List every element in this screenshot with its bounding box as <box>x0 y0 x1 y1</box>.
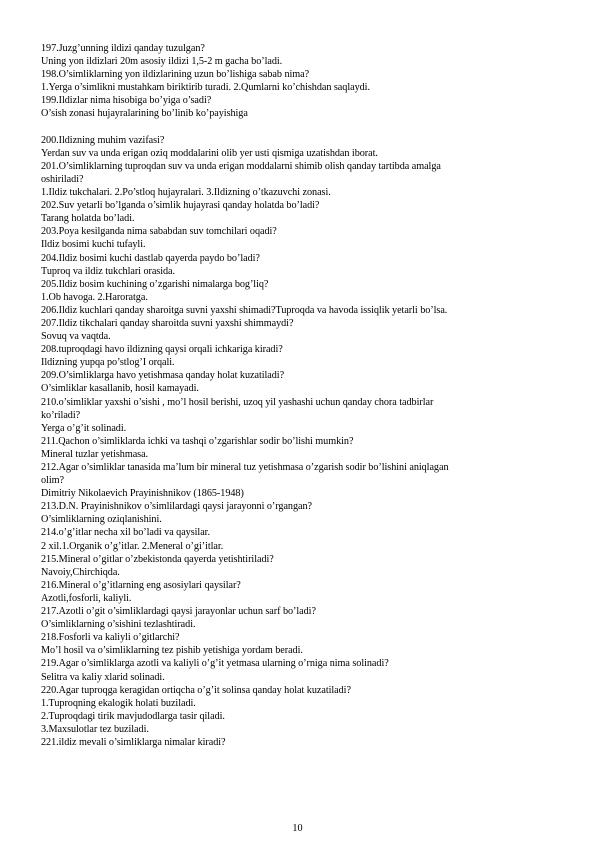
text-line: 212.Agar o’simliklar tanasida ma’lum bir mineral tuz yetishmasa o’zgarish sodir bo’lishini aniqlagan <box>41 462 449 473</box>
text-line: 2.Tuproqdagi tirik mavjudodlarga tasir qiladi. <box>41 710 225 722</box>
text-line: 1.Yerga o’simlikni mustahkam biriktirib turadi. 2.Qumlarni ko’chishdan saqlaydi. <box>41 82 370 94</box>
text-line: 210.o’simliklar yaxshi o’sishi , mo’l hosil berishi, uzoq yil yashashi uchun qanday chora tadbirlar <box>41 396 434 408</box>
text-line: 207.Ildiz tikchalari qanday sharoitda suvni yaxshi shimmaydi? <box>41 317 294 329</box>
text-line: O’simliklarning oziqlanishini. <box>41 514 162 526</box>
document-text <box>41 42 556 749</box>
text-line: 1.Tuproqning ekalogik holati buziladi. <box>41 697 196 709</box>
text-line: 208.tuproqdagi havo ildizning qaysi orqali ichkariga kiradi? <box>41 344 283 356</box>
text-line: 214.o’g’itlar necha xil bo’ladi va qaysilar. <box>41 527 210 539</box>
text-line: Selitra va kaliy xlarid solinadi. <box>41 671 165 683</box>
text-line: 221.ildiz mevali o’simliklarga nimalar kiradi? <box>41 736 226 748</box>
text-line: Tuproq va ildiz tukchlari orasida. <box>41 265 176 277</box>
text-line: Yerdan suv va unda erigan oziq moddalarini olib yer usti qismiga uzatishdan iborat. <box>41 147 378 159</box>
text-line: 218.Fosforli va kaliyli o’gitlarchi? <box>41 632 180 644</box>
text-line: 215.Mineral o’gitlar o’zbekistonda qayerda yetishtiriladi? <box>41 553 274 565</box>
text-line: 209.O’simliklarga havo yetishmasa qanday holat kuzatiladi? <box>41 370 285 382</box>
text-line: 198.O’simliklarning yon ildizlarining uzun bo’lishiga sabab nima? <box>41 69 310 81</box>
text-line: 216.Mineral o’g’itlarning eng asosiylari qaysilar? <box>41 579 241 591</box>
text-line: 200.Ildizning muhim vazifasi? <box>41 134 165 146</box>
text-line: 219.Agar o’simliklarga azotli va kaliyli o’g’it yetmasa ularning o’rniga nima solinadi? <box>41 658 389 670</box>
text-line: 197.Juzg’unning ildizi qanday tuzulgan? <box>41 43 205 54</box>
text-line: 1.Ildiz tukchalari. 2.Po’stloq hujayralari. 3.Ildizning o’tkazuvchi zonasi. <box>41 187 331 199</box>
text-line: ko’riladi? <box>41 409 81 421</box>
text-line: Sovuq va vaqtda. <box>41 331 111 343</box>
text-line: 205.Ildiz bosim kuchining o’zgarishi nimalarga bog’liq? <box>41 278 269 290</box>
text-line: 204.Ildiz bosimi kuchi dastlab qayerda paydo bo’ladi? <box>41 252 260 264</box>
text-line: 199.Ildizlar nima hisobiga bo’yiga o’sadi? <box>41 95 212 107</box>
text-line: O’sish zonasi hujayralarining bo’linib ko’payishiga <box>41 108 248 120</box>
text-line: Mineral tuzlar yetishmasa. <box>41 448 149 460</box>
text-line: Yerga o’g’it solinadi. <box>41 422 127 434</box>
text-line: olim? <box>41 475 64 487</box>
text-line: 2 xil.1.Organik o’g’itlar. 2.Meneral o’gi’itlar. <box>41 540 224 552</box>
text-line: Tarang holatda bo’ladi. <box>41 213 135 225</box>
text-line: 201.O’simliklarning tuproqdan suv va unda erigan moddalarni shimib olish qanday tartibda amalga <box>41 160 441 172</box>
text-line: 1.Ob havoga. 2.Haroratga. <box>41 291 148 303</box>
text-line: 3.Maxsulotlar tez buziladi. <box>41 723 149 735</box>
text-line: Mo’l hosil va o’simliklarning tez pishib yetishiga yordam beradi. <box>41 645 303 657</box>
text-line: 220.Agar tuproqga keragidan ortiqcha o’g’it solinsa qanday holat kuzatiladi? <box>41 684 351 696</box>
text-line: Dimitriy Nikolaevich Prayinishnikov (1865-1948) <box>41 488 244 500</box>
text-line: 213.D.N. Prayinishnikov o’simlilardagi qaysi jarayonni o’rgangan? <box>41 501 313 513</box>
blank-line <box>41 121 556 134</box>
text-line: O’simliklar kasallanib, hosil kamayadi. <box>41 383 199 395</box>
text-line: O’simliklarning o’sishini tezlashtiradi. <box>41 619 196 631</box>
text-line: Azotli,fosforli, kaliyli. <box>41 592 132 604</box>
text-line: 206.Ildiz kuchlari qanday sharoitga suvni yaxshi shimadi?Tuproqda va havoda issiqlik yetarli bo’lsa. <box>41 304 448 316</box>
text-line: Navoiy,Chirchiqda. <box>41 566 120 578</box>
text-line: 202.Suv yetarli bo’lganda o’simlik hujayrasi qanday holatda bo’ladi? <box>41 200 320 212</box>
text-line: 203.Poya kesilganda nima sababdan suv tomchilari oqadi? <box>41 226 277 238</box>
text-line: 211.Qachon o’simliklarda ichki va tashqi o’zgarishlar sodir bo’lishi mumkin? <box>41 435 354 447</box>
text-line: oshiriladi? <box>41 173 84 185</box>
text-line: 217.Azotli o’git o’simliklardagi qaysi jarayonlar uchun sarf bo’ladi? <box>41 606 316 618</box>
text-line: Ildizning yupqa po’stlog’I orqali. <box>41 357 175 369</box>
text-line: Uning yon ildizlari 20m asosiy ildizi 1,5-2 m gacha bo’ladi. <box>41 56 283 68</box>
page-number: 10 <box>292 823 303 834</box>
text-line: Ildiz bosimi kuchi tufayli. <box>41 239 146 251</box>
